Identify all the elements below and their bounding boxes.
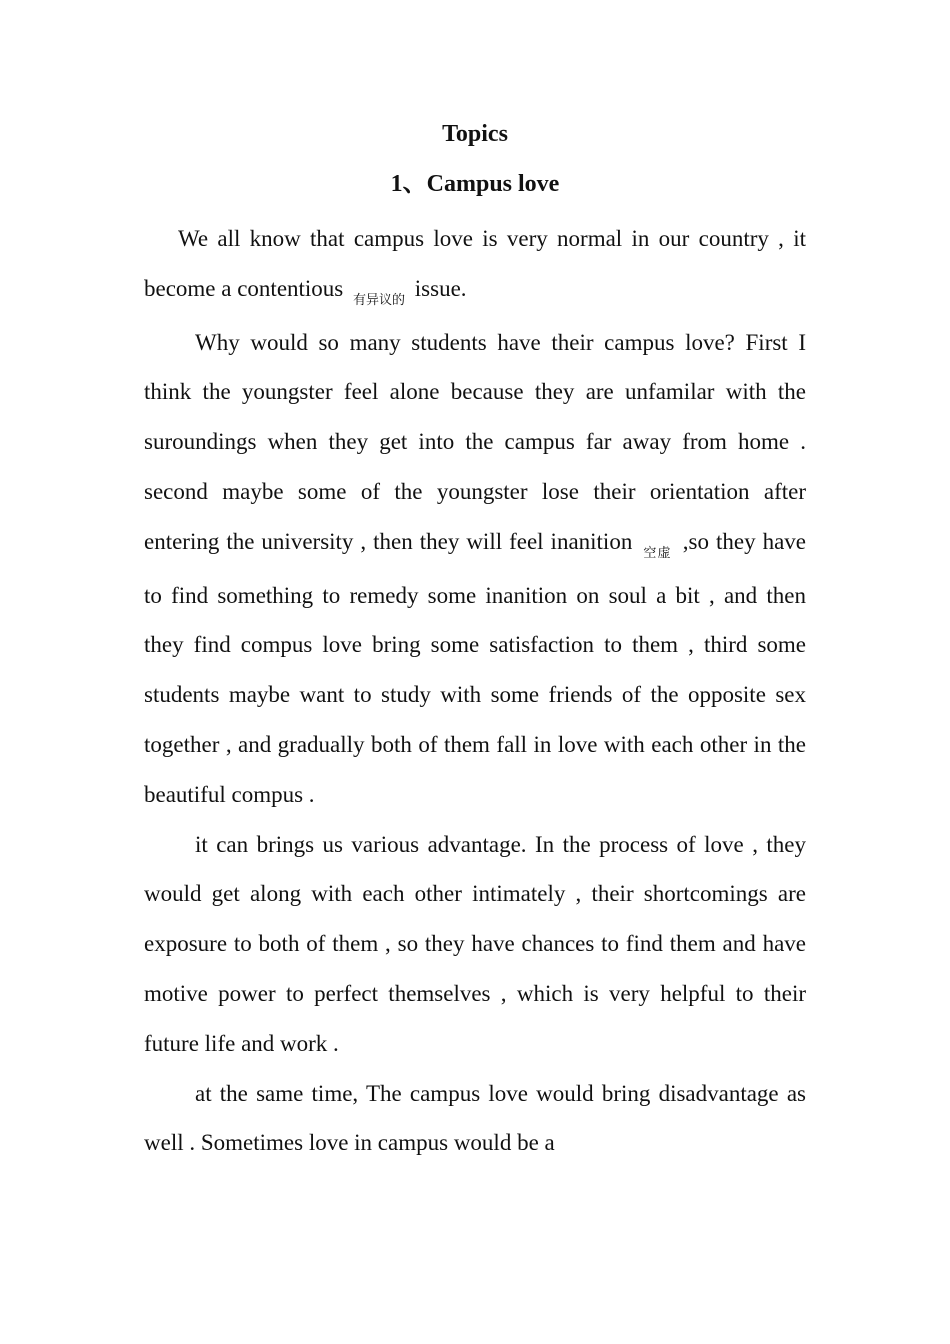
paragraph-1-text-end: issue. bbox=[409, 275, 467, 301]
section-heading: 1、Campus love bbox=[390, 171, 560, 197]
body-text bbox=[144, 214, 806, 1168]
paragraph-2-text: Why would so many students have their campus love? First I think the youngster feel alone because they are unfamilar with the suroundings when they get into the campus far away from home . second maybe some of the youngster lose their orientation after entering the university , then they will feel inanition bbox=[144, 329, 806, 554]
page-title: Topics bbox=[442, 121, 508, 147]
paragraph-1 bbox=[144, 214, 806, 318]
paragraph-4: at the same time, The campus love would bring disadvantage as well . Sometimes love in campus would be a bbox=[144, 1080, 806, 1156]
paragraph-2 bbox=[144, 318, 806, 820]
paragraph-1-text: We all know that campus love is very normal in our country , it become a contentious bbox=[144, 226, 806, 301]
paragraph-2-text-end: ,so they have to find something to remedy some inanition on soul a bit , and then they find compus love bring some satisfaction to them , third some students maybe want to study with some friends of the opposite sex together , and gradually both of them fall in love with each other in the beautiful compus . bbox=[144, 528, 806, 807]
chinese-gloss-1: 有异议的 bbox=[353, 292, 406, 308]
chinese-gloss-2: 空虚 bbox=[643, 545, 672, 561]
paragraph-3: it can brings us various advantage. In the process of love , they would get along with each other intimately , their shortcomings are exposure to both of them , so they have chances to find them and have motive power to perfect themselves , which is very helpful to their future life and work . bbox=[144, 831, 806, 1056]
